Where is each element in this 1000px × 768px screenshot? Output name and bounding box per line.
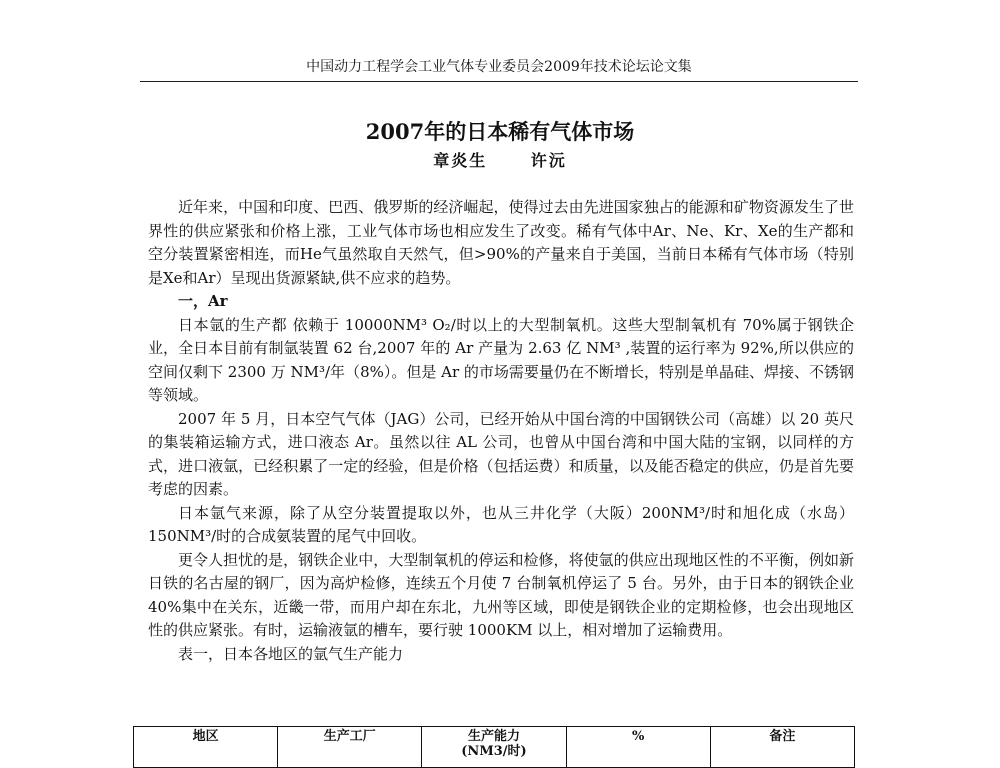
section-heading-ar: 一，Ar	[178, 292, 228, 310]
running-header: 中国动力工程学会工业气体专业委员会2009年技术论坛论文集	[140, 58, 858, 82]
col-header-region: 地区	[134, 727, 278, 768]
col-header-percent: %	[566, 727, 710, 768]
col-header-remarks: 备注	[710, 727, 854, 768]
table-header-row	[134, 727, 855, 768]
col-header-capacity: 生产能力 (NM3/时)	[422, 727, 566, 768]
author-2: 许沅	[530, 151, 567, 170]
paragraph-1: 日本氩的生产都 依赖于 10000NM³ O₂/时以上的大型制氧机。这些大型制氧机有 70%属于钢铁企业，全日本目前有制氩装置 62 台,2007 年的 Ar 产量为 2.63 亿 NM³ ,装置的运行率为 92%,所以供应的空间仅剩下 2300 万 NM³/年（8%）。但是 Ar 的市场需要量仍在不断增长，特别是单晶硅、焊接、不锈钢等领域。	[148, 315, 854, 404]
author-list	[0, 148, 1000, 171]
author-1: 章炎生	[433, 151, 488, 170]
table-caption: 表一，日本各地区的氩气生产能力	[178, 644, 404, 663]
col-header-plant: 生产工厂	[278, 727, 422, 768]
table-1	[133, 726, 855, 768]
paper-body	[148, 196, 854, 666]
paragraph-3: 日本氩气来源，除了从空分装置提取以外，也从三井化学（大阪）200NM³/时和旭化成（水岛）150NM³/时的合成氨装置的尾气中回收。	[148, 503, 854, 545]
paragraph-4: 更令人担忧的是，钢铁企业中，大型制氧机的停运和检修，将使氩的供应出现地区性的不平衡，例如新日铁的名古屋的钢厂，因为高炉检修，连续五个月使 7 台制氧机停运了 5 台。另外，由于日本的钢铁企业 40%集中在关东，近畿一带，而用户却在东北，九州等区域，即使是钢铁企业的定期检修，也会出现地区性的供应紧张。有时，运输液氩的槽车，要行驶 1000KM 以上，相对增加了运输费用。	[148, 550, 854, 639]
paragraph-2: 2007 年 5 月，日本空气气体（JAG）公司，已经开始从中国台湾的中国钢铁公司（高雄）以 20 英尺的集装箱运输方式，进口液态 Ar。虽然以往 AL 公司，也曾从中国台湾和中国大陆的宝钢，以同样的方式，进口液氩，已经积累了一定的经验，但是价格（包括运费）和质量，以及能否稳定的供应，仍是首先要考虑的因素。	[148, 409, 854, 498]
intro-paragraph: 近年来，中国和印度、巴西、俄罗斯的经济崛起，使得过去由先进国家独占的能源和矿物资源发生了世界性的供应紧张和价格上涨，工业气体市场也相应发生了改变。稀有气体中Ar、Ne、Kr、Xe的生产都和空分装置紧密相连，而He气虽然取自天然气，但>90%的产量来自于美国，当前日本稀有气体市场（特别是Xe和Ar）呈现出货源紧缺,供不应求的趋势。	[148, 198, 854, 287]
paper-title: 2007年的日本稀有气体市场	[365, 119, 635, 144]
